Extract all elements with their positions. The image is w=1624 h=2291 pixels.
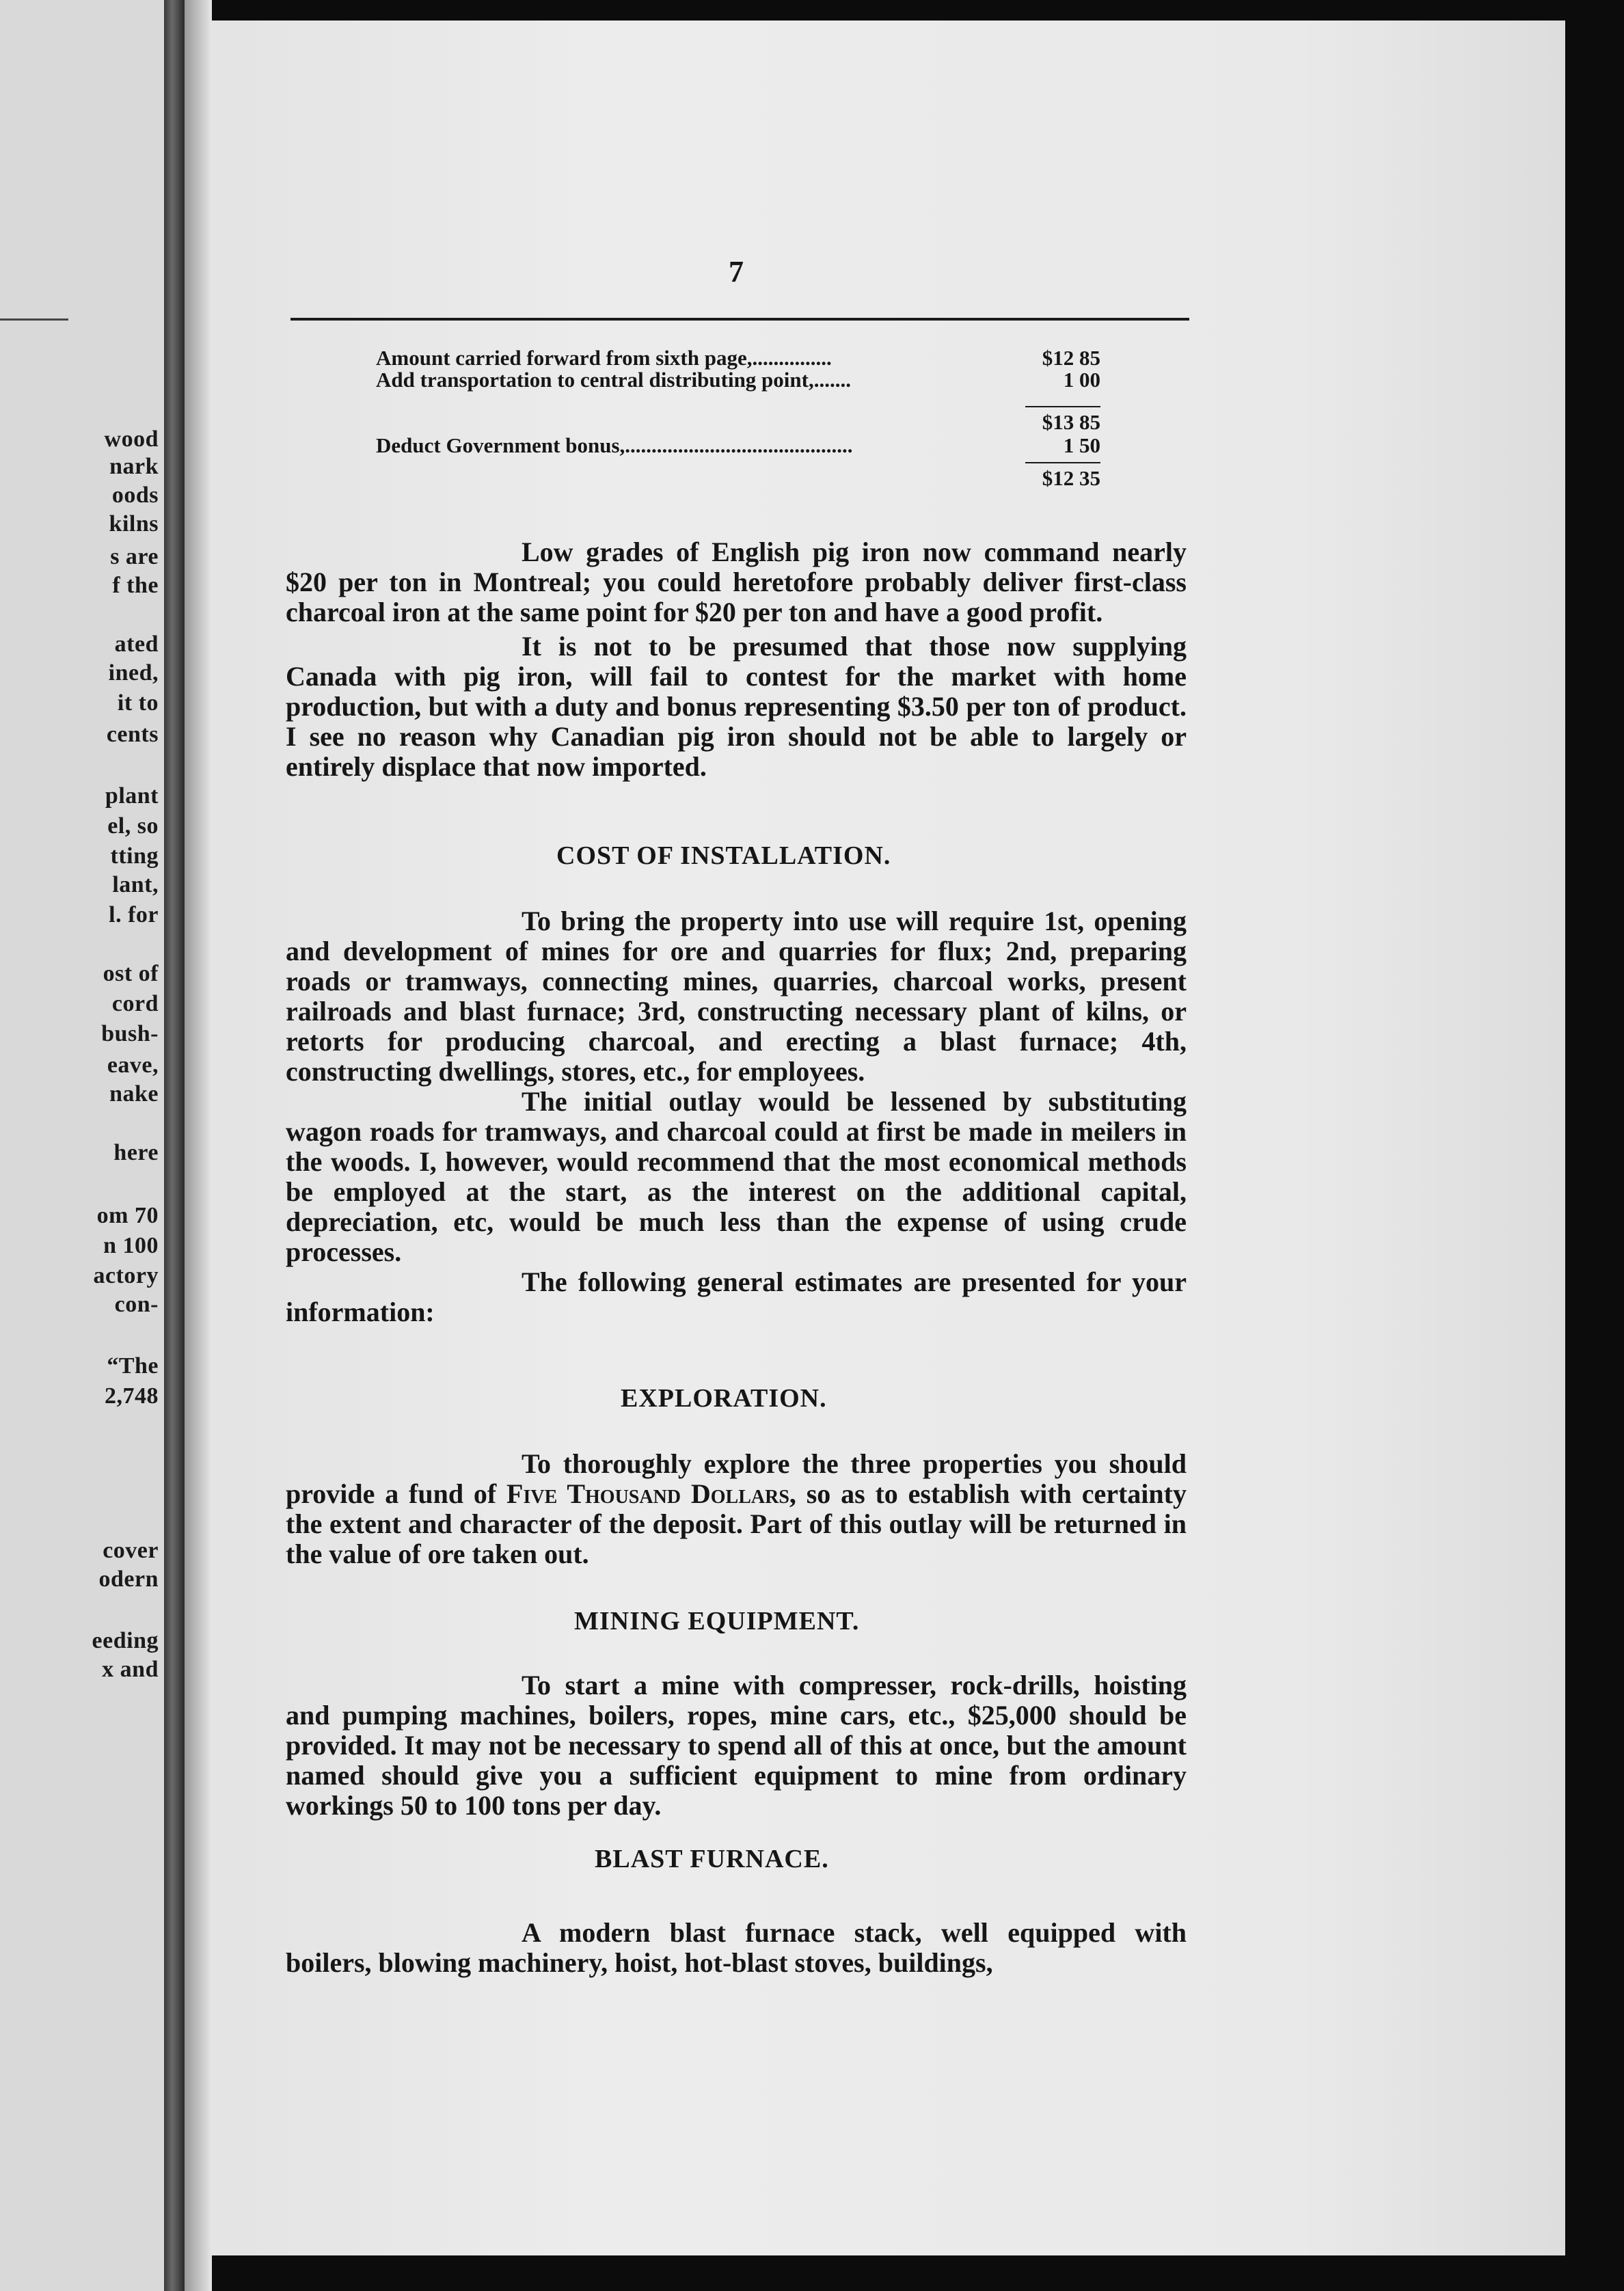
paragraph: The initial outlay would be lessened by substituting wagon roads for tramways, and charcoal could at first be made in meilers in the woods. I, however, would recommend that the most economical methods be employed at the start, as the interest on the additional capital, depreciation, etc, would be much less than the expense of using crude processes. xyxy=(286,1086,1187,1267)
mining-text xyxy=(286,1670,1187,1821)
left-page-fragment: ost of xyxy=(103,961,159,986)
gutter-shadow xyxy=(185,0,212,2291)
heading-blast-furnace: BLAST FURNACE. xyxy=(595,1845,829,1873)
ledger-amount: $12 85 xyxy=(1042,346,1100,370)
left-page-fragment: nake xyxy=(109,1081,159,1107)
left-page-rule xyxy=(0,318,68,321)
ledger-total: $12 35 xyxy=(1042,466,1100,490)
left-page-fragment: eeding xyxy=(92,1628,159,1653)
paragraph: Low grades of English pig iron now command nearly $20 per ton in Montreal; you could heretofore probably deliver first-class charcoal iron at the same point for $20 per ton and have a good profit. xyxy=(286,537,1187,627)
book-binding xyxy=(164,0,185,2291)
left-page-fragment: x and xyxy=(102,1657,159,1682)
left-page-fragment: n 100 xyxy=(103,1233,159,1258)
left-page-fragment: nark xyxy=(109,454,159,479)
paragraph: A modern blast furnace stack, well equipped with boilers, blowing machinery, hoist, hot-blast stoves, buildings, xyxy=(286,1917,1187,1978)
page-number: 7 xyxy=(729,255,744,288)
ledger-sum-line xyxy=(1025,406,1100,407)
left-page-fragment: odern xyxy=(98,1567,159,1592)
ledger-deduct-amount: 1 50 xyxy=(1063,433,1100,457)
left-page-fragment: cover xyxy=(103,1538,159,1563)
ledger-label: Amount carried forward from sixth page,............... xyxy=(376,346,832,370)
ledger-label: Add transportation to central distributing point,....... xyxy=(376,368,851,392)
left-page-fragment: om 70 xyxy=(96,1203,159,1228)
left-page-fragment: cord xyxy=(111,991,159,1016)
ledger-subtotal-row xyxy=(376,411,1100,433)
header-rule xyxy=(290,318,1189,321)
ledger-sum-line xyxy=(1025,462,1100,463)
left-page-fragment: l. for xyxy=(109,902,159,927)
left-page-fragment: kilns xyxy=(109,511,159,537)
exploration-text xyxy=(286,1449,1187,1569)
left-page-fragment: f the xyxy=(112,573,159,598)
paragraph xyxy=(286,1449,1187,1569)
left-page-fragment: oods xyxy=(111,483,159,508)
ledger-subtotal: $13 85 xyxy=(1042,410,1100,434)
exploration-amount: Five Thousand Dollars xyxy=(506,1478,789,1509)
intro-text xyxy=(286,537,1187,782)
left-page-fragment: cents xyxy=(106,722,159,747)
ledger-total-row xyxy=(376,467,1100,489)
left-page-fragment: “The xyxy=(107,1353,159,1379)
ledger-deduct-label: Deduct Government bonus,........................................... xyxy=(376,433,853,457)
left-page-fragment: eave, xyxy=(107,1053,159,1078)
left-page-fragment: ated xyxy=(114,632,159,657)
heading-cost-of-installation: COST OF INSTALLATION. xyxy=(556,841,891,870)
right-background xyxy=(1565,0,1624,2291)
left-page-fragment: ined, xyxy=(108,660,159,686)
left-page-fragment: bush- xyxy=(101,1021,159,1046)
left-page-fragment: here xyxy=(113,1140,159,1165)
left-page-fragment: el, so xyxy=(107,813,159,839)
paragraph: It is not to be presumed that those now supplying Canada with pig iron, will fail to contest for the market with home production, but with a duty and bonus representing $3.50 per ton of product. I see no reason why Canadian pig iron should not be able to largely or entirely displace that now imported. xyxy=(286,631,1187,782)
blast-furnace-text xyxy=(286,1918,1187,1978)
paragraph: To start a mine with compresser, rock-drills, hoisting and pumping machines, boilers, ropes, mine cars, etc., $25,000 should be provided. It may not be necessary to spend all of this at once, but the amount named should give you a sufficient equipment to mine from ordinary workings 50 to 100 tons per day. xyxy=(286,1670,1187,1821)
paragraph: To bring the property into use will require 1st, opening and development of mines for ore and quarries for flux; 2nd, preparing roads or tramways, connecting mines, quarries, charcoal works, present railroads and blast furnace; 3rd, constructing necessary plant of kilns, or retorts for producing charcoal, and erecting a blast furnace; 4th, constructing dwellings, stores, etc., for employees. xyxy=(286,906,1187,1087)
cost-ledger xyxy=(376,347,1100,489)
left-page-fragment: wood xyxy=(104,426,159,452)
heading-exploration: EXPLORATION. xyxy=(621,1384,827,1413)
left-page-fragment: s are xyxy=(110,544,159,569)
ledger-row xyxy=(376,347,1100,369)
heading-mining-equipment: MINING EQUIPMENT. xyxy=(574,1607,860,1636)
left-page-fragment: it to xyxy=(117,690,159,716)
left-page-fragment: actory xyxy=(93,1263,159,1288)
ledger-amount: 1 00 xyxy=(1063,368,1100,392)
left-page-fragment: con- xyxy=(114,1292,159,1317)
left-page-fragment: 2,748 xyxy=(105,1383,159,1409)
left-page-fragment: plant xyxy=(105,783,159,809)
exploration-text-end: , so as to establish with certainty the extent and character of the deposit. Part of this outlay will be returned in the value of ore taken out. xyxy=(286,1478,1187,1569)
paragraph: The following general estimates are presented for your information: xyxy=(286,1266,1187,1327)
left-facing-page xyxy=(0,0,164,2291)
left-page-fragment: lant, xyxy=(112,872,159,897)
exploration-text-start: To thoroughly explore the three properties you should provide a fund of xyxy=(286,1448,1187,1509)
ledger-deduct-row xyxy=(376,435,1100,457)
left-page-fragment: tting xyxy=(110,843,159,869)
installation-text xyxy=(286,906,1187,1327)
ledger-row xyxy=(376,369,1100,391)
